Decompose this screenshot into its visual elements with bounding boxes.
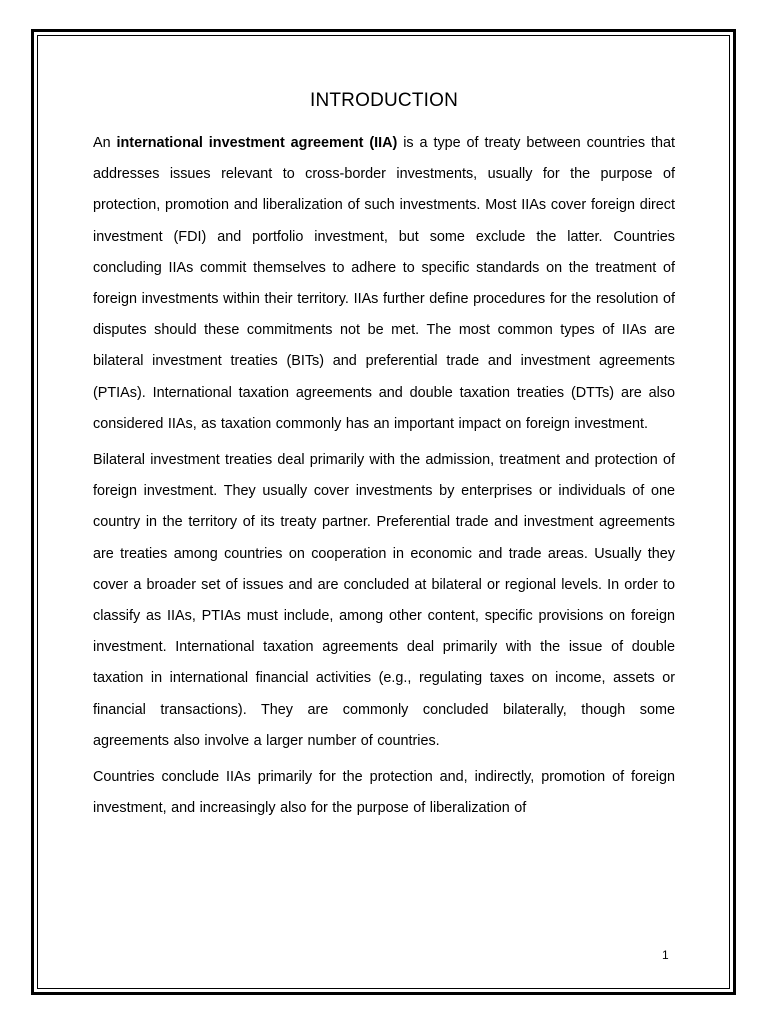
paragraph-2-text: Bilateral investment treaties deal primarily with the admission, treatment and protection of foreign investment. They usually cover investments by enterprises or individuals of one country in the territory of its treaty partner. Preferential trade and investment agreements are treaties among countries on cooperation in economic and trade areas. Usually they cover a broader set of issues and are concluded at bilateral or regional levels. In order to classify as IIAs, PTIAs must include, among other content, specific provisions on foreign investment. International taxation agreements deal primarily with the issue of double taxation in international financial activities (e.g., regulating taxes on income, assets or financial transactions). They are commonly concluded bilaterally, though some agreements also involve a larger number of countries. [93, 452, 675, 749]
paragraph-1-lead: An [93, 135, 117, 151]
page-title: INTRODUCTION [309, 90, 459, 111]
page-number: 1 [662, 948, 669, 962]
paragraph-1-text: is a type of treaty between countries that addresses issues relevant to cross-border investments, usually for the purpose of protection, promotion and liberalization of such investments. Most IIAs cover foreign direct investment (FDI) and portfolio investment, but some exclude the latter. Countries concluding IIAs commit themselves to adhere to specific standards on the treatment of foreign investments within their territory. IIAs further define procedures for the resolution of disputes should these commitments not be met. The most common types of IIAs are bilateral investment treaties (BITs) and preferential trade and investment agreements (PTIAs). International taxation agreements and double taxation treaties (DTTs) are also considered IIAs, as taxation commonly has an important impact on foreign investment. [93, 135, 675, 432]
document-body [93, 128, 675, 829]
paragraph-2 [93, 445, 675, 757]
paragraph-1 [93, 128, 675, 440]
paragraph-3 [93, 762, 675, 824]
paragraph-1-bold-term: international investment agreement (IIA) [116, 135, 398, 151]
paragraph-3-text: Countries conclude IIAs primarily for the protection and, indirectly, promotion of foreign investment, and increasingly also for the purpose of liberalization of [93, 769, 675, 817]
